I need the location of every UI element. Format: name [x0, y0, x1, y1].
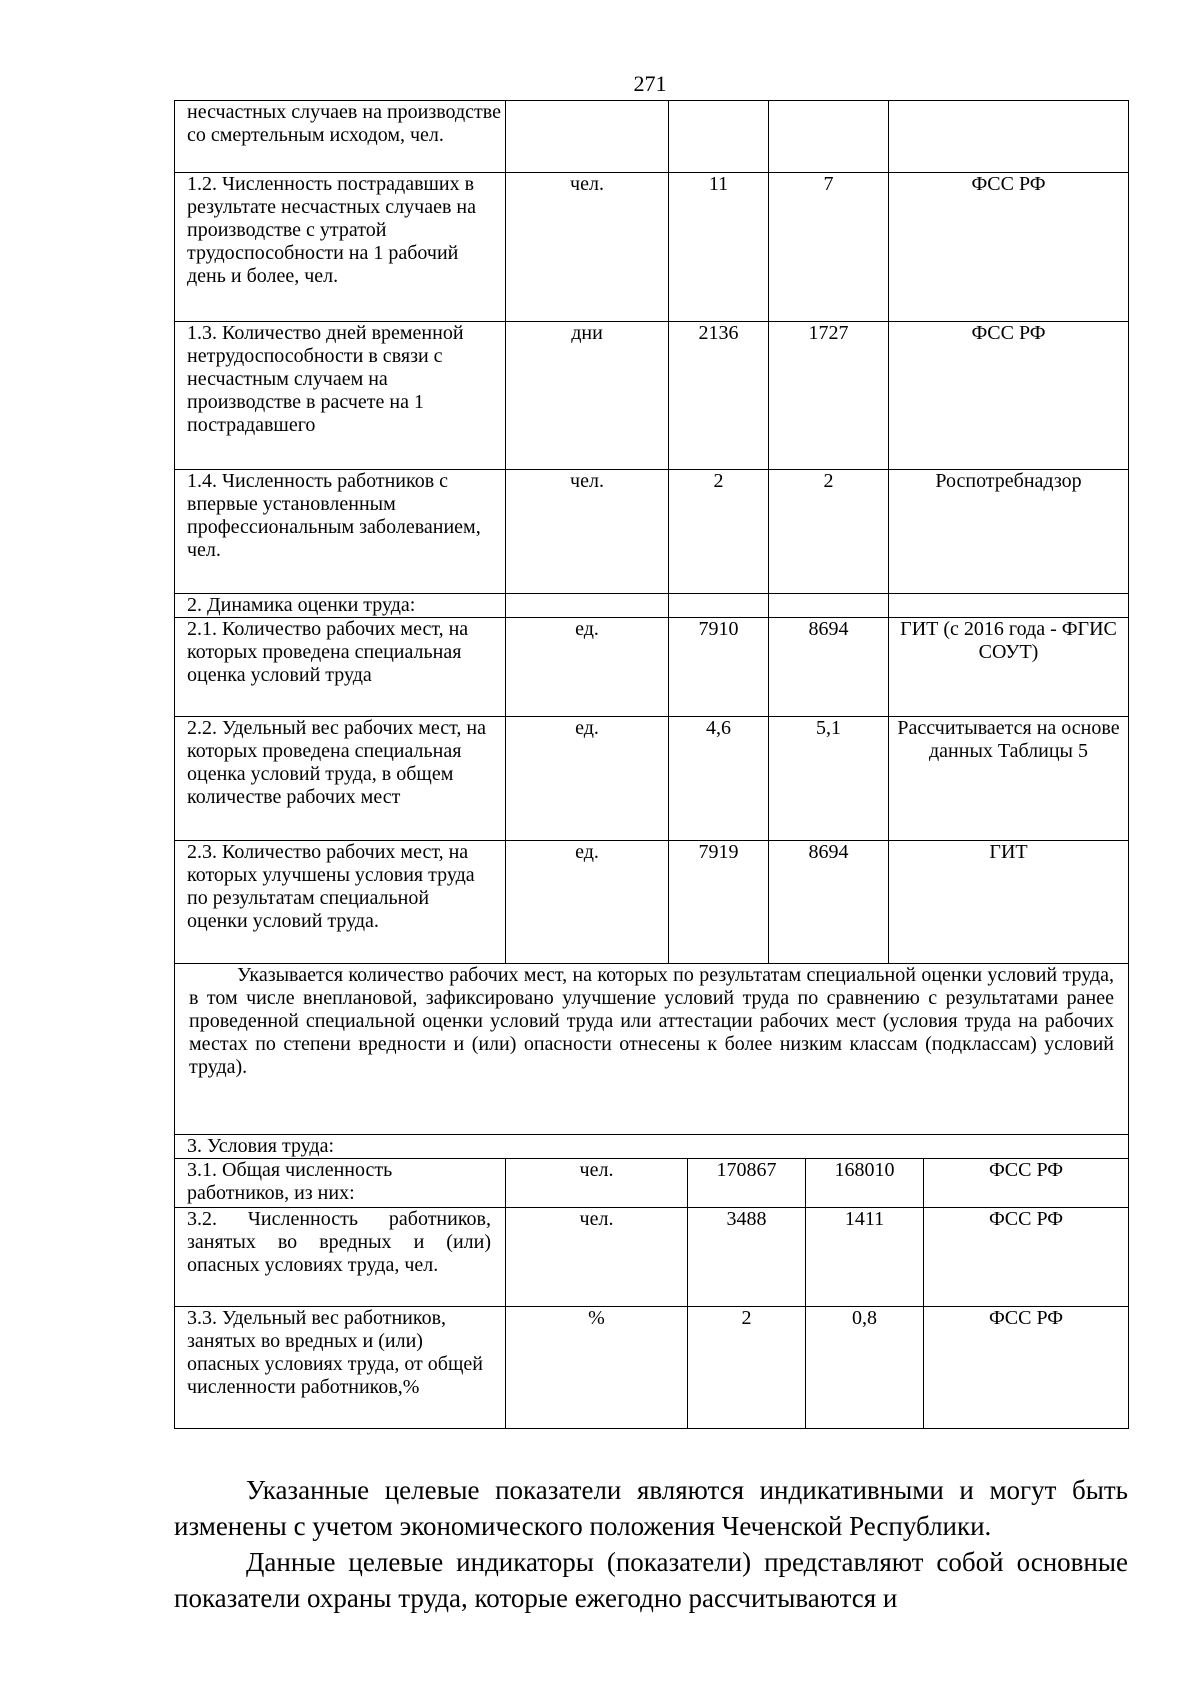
unit-cell: чел. [506, 1159, 688, 1208]
source-cell: ФСС РФ [889, 173, 1129, 322]
value-cell-1: 7910 [669, 618, 769, 717]
note-cell [175, 964, 1129, 1135]
value-cell-1: 2136 [669, 322, 769, 470]
source-cell: ФСС РФ [889, 322, 1129, 470]
table-row [175, 101, 1129, 173]
value-cell-2: 0,8 [806, 1307, 924, 1429]
value-cell-2: 168010 [806, 1159, 924, 1208]
indicator-cell: 3.3. Удельный вес работников, занятых во вредных и (или) опасных условиях труда, от общей численности работников,% [175, 1307, 506, 1429]
table-row [175, 173, 1129, 322]
indicator-cell: 3.2. Численность работников, занятых во вредных и (или) опасных условиях труда, чел. [175, 1208, 506, 1307]
indicator-cell: 1.2. Численность пострадавших в результате несчастных случаев на производстве с утратой трудоспособности на 1 рабочий день и более, чел. [175, 173, 506, 322]
value-cell-1 [669, 101, 769, 173]
indicator-cell: 3.1. Общая численность работников, из них: [175, 1159, 506, 1208]
paragraph: Данные целевые индикаторы (показатели) представляют собой основные показатели охраны труда, которые ежегодно рассчитываются и [174, 1547, 1128, 1613]
value-cell-2: 2 [769, 470, 889, 594]
source-cell: ГИТ [889, 841, 1129, 964]
value-cell-2: 8694 [769, 841, 889, 964]
table-row [175, 1208, 1129, 1307]
unit-cell [506, 101, 669, 173]
section-2-header: 2. Динамика оценки труда: [175, 594, 506, 618]
value-cell-2: 5,1 [769, 717, 889, 841]
page-number: 271 [633, 71, 667, 96]
value-cell-2: 7 [769, 173, 889, 322]
value-cell-1: 170867 [688, 1159, 806, 1208]
indicator-cell: 1.4. Численность работников с впервые установленным профессиональным заболеванием, чел. [175, 470, 506, 594]
unit-cell: % [506, 1307, 688, 1429]
value-cell-1: 11 [669, 173, 769, 322]
indicator-cell: 2.2. Удельный вес рабочих мест, на которых проведена специальная оценка условий труда, в общем количестве рабочих мест [175, 717, 506, 841]
section-3-header: 3. Условия труда: [175, 1135, 1129, 1159]
value-cell-2: 1411 [806, 1208, 924, 1307]
unit-cell: чел. [506, 173, 669, 322]
table-row [175, 470, 1129, 594]
indicator-cell: 2.1. Количество рабочих мест, на которых проведена специальная оценка условий труда [175, 618, 506, 717]
value-cell-1: 7919 [669, 841, 769, 964]
indicators-table [174, 100, 1129, 1429]
indicator-cell: несчастных случаев на производстве со смертельным исходом, чел. [175, 101, 506, 173]
unit-cell: чел. [506, 1208, 688, 1307]
value-cell-1: 3488 [688, 1208, 806, 1307]
table-row [175, 841, 1129, 964]
source-cell: ГИТ (с 2016 года - ФГИС СОУТ) [889, 618, 1129, 717]
section-header-row [175, 594, 1129, 618]
source-cell [889, 101, 1129, 173]
source-cell: ФСС РФ [924, 1307, 1129, 1429]
table-row [175, 618, 1129, 717]
value-cell-1: 2 [669, 470, 769, 594]
body-text [174, 1472, 1128, 1616]
unit-cell: чел. [506, 470, 669, 594]
indicator-cell: 2.3. Количество рабочих мест, на которых улучшены условия труда по результатам специальной оценки условий труда. [175, 841, 506, 964]
source-cell: Роспотребнадзор [889, 470, 1129, 594]
section-header-row [175, 1135, 1129, 1159]
unit-cell: ед. [506, 717, 669, 841]
source-cell: ФСС РФ [924, 1159, 1129, 1208]
note-row [175, 964, 1129, 1135]
value-cell-2: 8694 [769, 618, 889, 717]
table-row [175, 717, 1129, 841]
value-cell-1: 4,6 [669, 717, 769, 841]
value-cell-1: 2 [688, 1307, 806, 1429]
unit-cell: ед. [506, 841, 669, 964]
value-cell-2 [769, 101, 889, 173]
source-cell: ФСС РФ [924, 1208, 1129, 1307]
paragraph: Указанные целевые показатели являются индикативными и могут быть изменены с учетом экономического положения Чеченской Республики. [174, 1475, 1128, 1541]
indicator-cell: 1.3. Количество дней временной нетрудоспособности в связи с несчастным случаем на производстве в расчете на 1 пострадавшего [175, 322, 506, 470]
table-row [175, 322, 1129, 470]
note-text: Указывается количество рабочих мест, на которых по результатам специальной оценки условий труда, в том числе внеплановой, зафиксировано улучшение условий труда по сравнению с результатами ранее проведенной специальной оценки условий труда или аттестации рабочих мест (условия труда на рабочих местах по степени вредности и (или) опасности отнесены к более низким классам (подклассам) условий труда). [189, 964, 1114, 1078]
table-row [175, 1307, 1129, 1429]
source-cell: Рассчитывается на основе данных Таблицы 5 [889, 717, 1129, 841]
table-row [175, 1159, 1129, 1208]
value-cell-2: 1727 [769, 322, 889, 470]
unit-cell: ед. [506, 618, 669, 717]
unit-cell: дни [506, 322, 669, 470]
